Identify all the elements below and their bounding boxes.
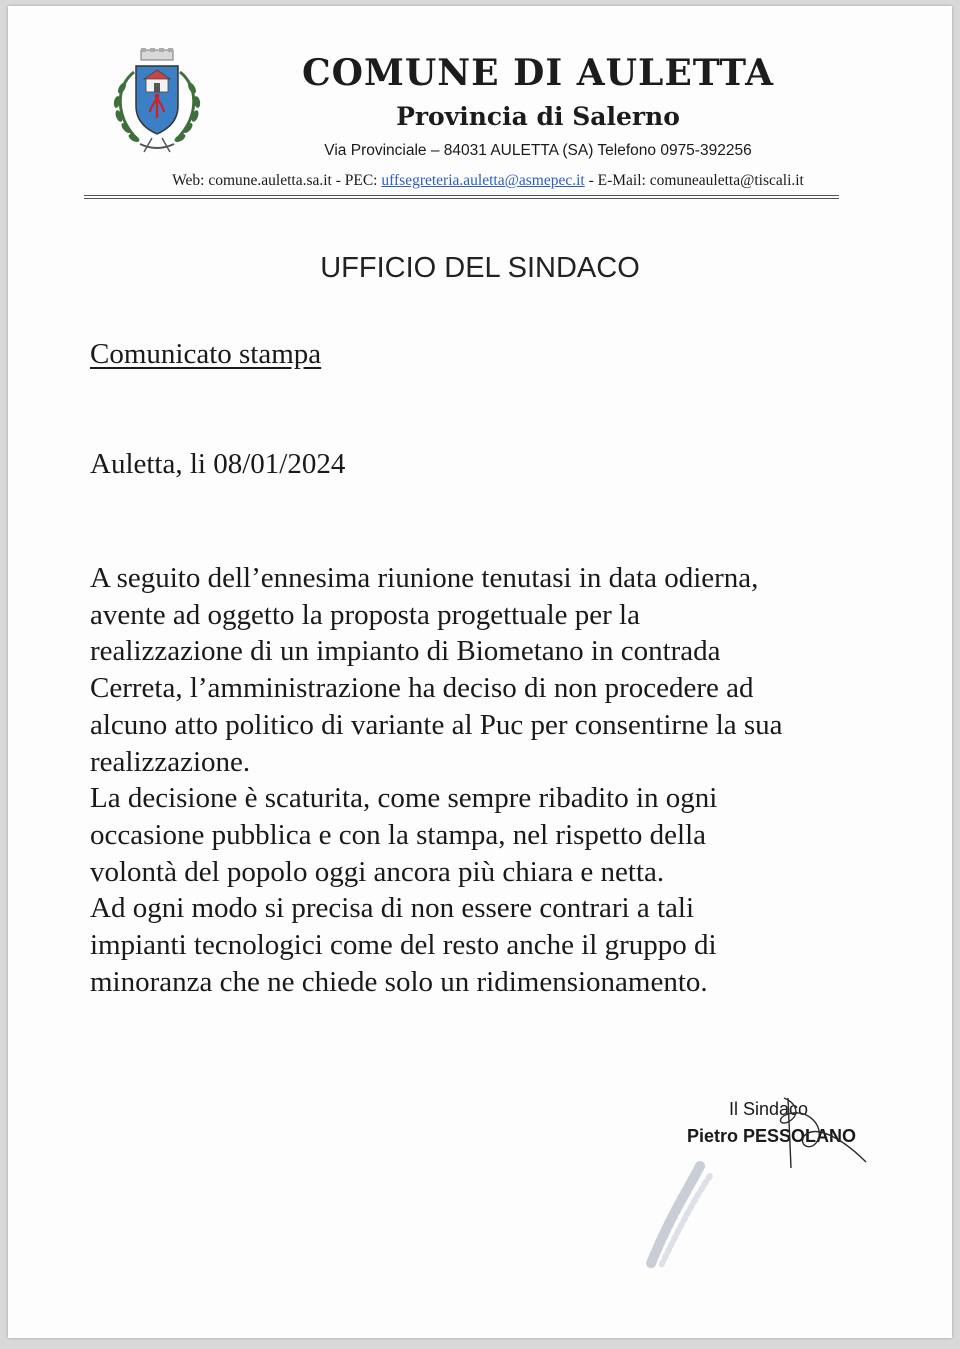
body-line: avente ad oggetto la proposta progettuale per la <box>90 598 640 631</box>
signatory-surname: PESSOLANO <box>743 1126 857 1146</box>
contacts-line <box>68 172 908 190</box>
municipal-crest-icon <box>104 46 210 158</box>
signatory-name <box>687 1126 856 1147</box>
body-line: impianti tecnologici come del resto anche il gruppo di <box>90 929 717 962</box>
body-line: Cerreta, l’amministrazione ha deciso di non procedere ad <box>90 672 754 705</box>
body-line: occasione pubblica e con la stampa, nel rispetto della <box>90 818 707 851</box>
body-line: realizzazione. <box>90 745 251 778</box>
signatory-role: Il Sindaco <box>729 1099 809 1119</box>
signatory-first-name: Pietro <box>687 1126 744 1146</box>
web-text: Web: comune.auletta.sa.it - PEC: <box>172 172 382 189</box>
body-line: alcuno atto politico di variante al Puc per consentirne la sua <box>90 708 783 741</box>
body-line: A seguito dell’ennesima riunione tenutasi in data odierna, <box>90 562 759 594</box>
body-line: minoranza che ne chiede solo un ridimensionamento. <box>90 965 708 998</box>
body-line: realizzazione di un impianto di Biometano in contrada <box>90 635 721 668</box>
body-line: Ad ogni modo si precisa di non essere contrari a tali <box>90 892 695 925</box>
municipality-title: COMUNE DI AULETTA <box>301 52 775 94</box>
header-divider-double <box>84 198 839 199</box>
email-text: - E-Mail: comuneauletta@tiscali.it <box>584 172 804 189</box>
document-type-heading: Comunicato stampa <box>90 338 322 370</box>
body-line: volontà del popolo oggi ancora più chiara e netta. <box>90 855 665 888</box>
pec-email-link[interactable]: uffsegreteria.auletta@asmepec.it <box>381 172 585 189</box>
office-heading: UFFICIO DEL SINDACO <box>320 252 640 284</box>
address-line: Via Provinciale – 84031 AULETTA (SA) Telefono 0975-392256 <box>324 142 752 159</box>
faded-stamp-icon <box>630 1156 730 1276</box>
document-date: Auletta, li 08/01/2024 <box>90 448 346 480</box>
province-subtitle: Provincia di Salerno <box>396 102 680 131</box>
header-divider <box>84 195 839 196</box>
body-line: La decisione è scaturita, come sempre ribadito in ogni <box>90 782 718 815</box>
document-page <box>8 6 952 1338</box>
press-release-body <box>90 560 880 1000</box>
